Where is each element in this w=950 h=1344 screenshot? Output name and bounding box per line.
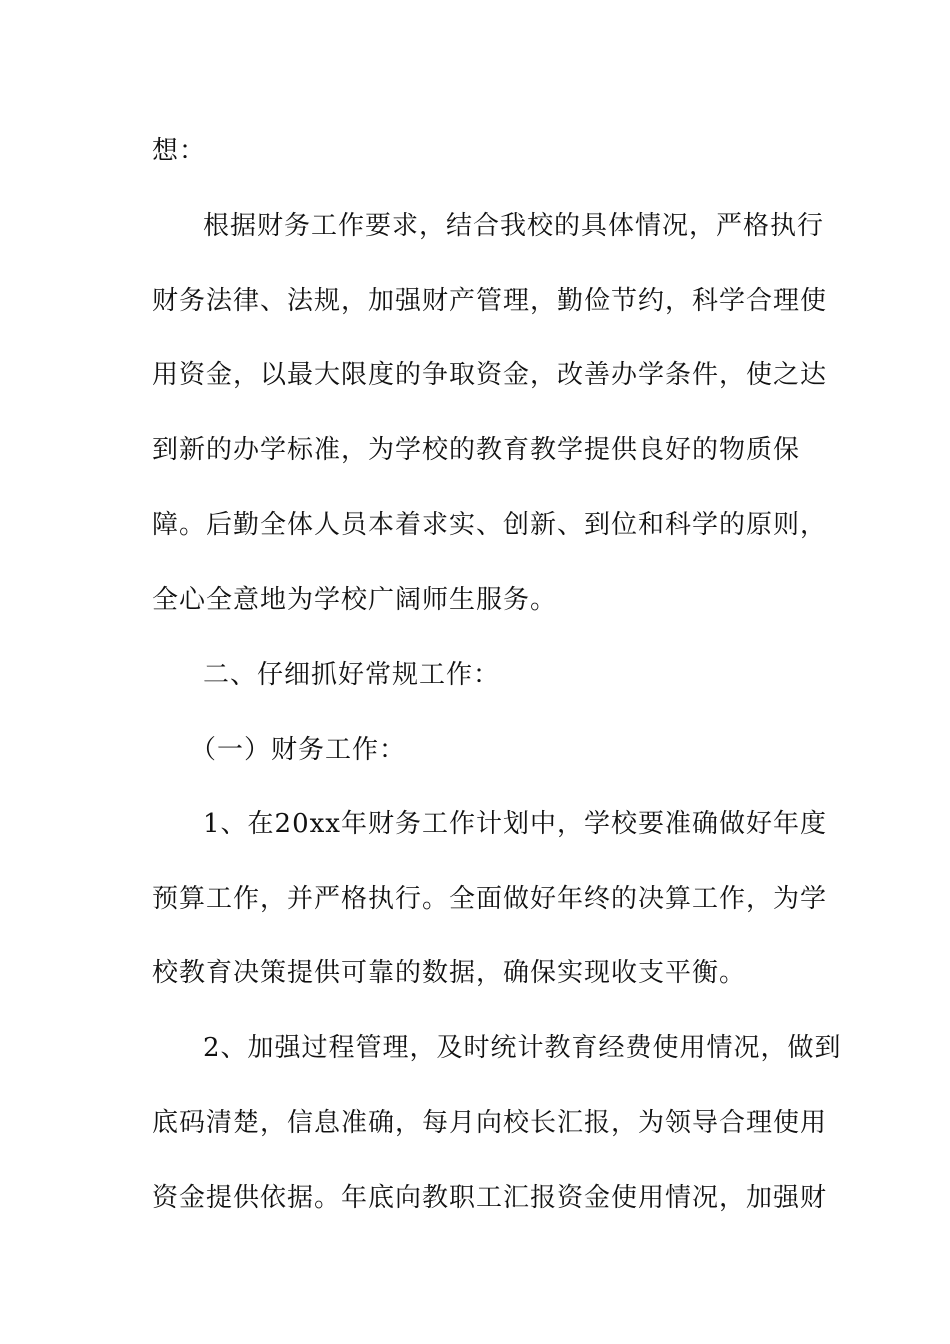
text-line: 财务法律、法规，加强财产管理，勤俭节约，科学合理使 <box>152 286 828 316</box>
section-heading: 二、仔细抓好常规工作： <box>203 660 501 690</box>
text-line: 想： <box>152 136 207 166</box>
text-line: 资金提供依据。年底向教职工汇报资金使用情况，加强财 <box>152 1183 828 1213</box>
text-line: 底码清楚，信息准确，每月向校长汇报，为领导合理使用 <box>152 1108 828 1138</box>
text-line: 障。后勤全体人员本着求实、创新、到位和科学的原则， <box>152 510 828 540</box>
text-line: 用资金，以最大限度的争取资金，改善办学条件，使之达 <box>152 360 828 390</box>
subsection-heading: （一）财务工作： <box>190 735 407 765</box>
text-line: 全心全意地为学校广阔师生服务。 <box>152 585 558 615</box>
paragraph-line: 1、在20xx年财务工作计划中，学校要准确做好年度 <box>203 809 827 839</box>
text-line: 预算工作，并严格执行。全面做好年终的决算工作，为学 <box>152 884 828 914</box>
paragraph-line: 2、加强过程管理，及时统计教育经费使用情况，做到 <box>203 1033 842 1063</box>
text-line: 校教育决策提供可靠的数据，确保实现收支平衡。 <box>152 958 747 988</box>
paragraph-line: 根据财务工作要求，结合我校的具体情况，严格执行 <box>203 211 825 241</box>
text-line: 到新的办学标准，为学校的教育教学提供良好的物质保 <box>152 435 801 465</box>
